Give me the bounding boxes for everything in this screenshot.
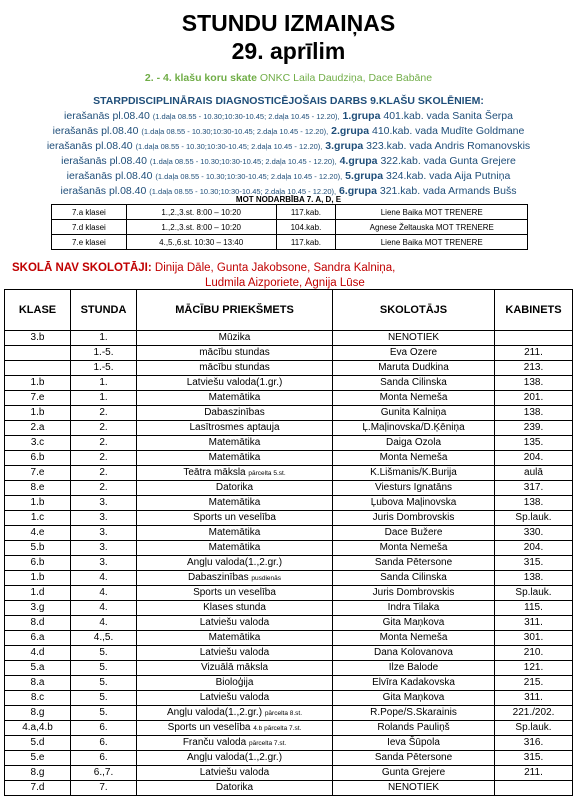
diagnostic-group: 4.grupa — [339, 155, 378, 167]
cell-kabinets — [495, 781, 573, 796]
cell-stunda: 3. — [71, 556, 137, 571]
table-row — [5, 616, 573, 631]
cell-klase: 8.d — [5, 616, 71, 631]
cell-stunda: 5. — [71, 691, 137, 706]
table-row — [5, 541, 573, 556]
diagnostic-group: 2.grupa — [331, 125, 370, 137]
cell-stunda: 5. — [71, 661, 137, 676]
table-row — [5, 526, 573, 541]
diagnostic-room: 323.kab. vada Andris Romanovskis — [366, 140, 531, 152]
table-row — [5, 391, 573, 406]
cell-stunda: 2. — [71, 481, 137, 496]
cell-prieksmets — [137, 436, 333, 451]
subject-text: Mūzika — [218, 332, 251, 343]
cell-stunda: 6.,7. — [71, 766, 137, 781]
table-row — [5, 676, 573, 691]
cell-prieksmets — [137, 541, 333, 556]
subject-text: Sports un veselība — [193, 512, 276, 523]
table-row — [5, 436, 573, 451]
cell-kabinets: aulā — [495, 466, 573, 481]
cell-stunda: 4. — [71, 586, 137, 601]
cell-skolotajs: Sanda Pētersone — [333, 751, 495, 766]
cell-prieksmets — [137, 781, 333, 796]
table-row — [5, 376, 573, 391]
cell-kabinets — [495, 331, 573, 346]
table-row — [5, 406, 573, 421]
subject-text: Vizuālā māksla — [200, 662, 269, 673]
cell-skolotajs: Eva Ozere — [333, 346, 495, 361]
cell-kabinets: 317. — [495, 481, 573, 496]
cell-klase: 8.c — [5, 691, 71, 706]
cell-skolotajs: Indra Tilaka — [333, 601, 495, 616]
cell-stunda: 4. — [71, 571, 137, 586]
cell-skolotajs: NENOTIEK — [333, 781, 495, 796]
cell-skolotajs: Monta Nemeša — [333, 631, 495, 646]
subject-text: Sports un veselība — [193, 587, 276, 598]
cell-kabinets: 213. — [495, 361, 573, 376]
cell-skolotajs: Viesturs Ignatāns — [333, 481, 495, 496]
cell-kabinets: 330. — [495, 526, 573, 541]
subject-text: Matemātika — [208, 392, 261, 403]
col-header-stunda: STUNDA — [71, 290, 137, 331]
table-row — [5, 451, 573, 466]
cell-stunda: 1. — [71, 391, 137, 406]
diagnostic-title: STARPDISCIPLINĀRAIS DIAGNOSTICĒJOŠAIS DARBS 9.KLAŠU SKOLĒNIEM: — [93, 95, 484, 107]
cell-prieksmets — [137, 466, 333, 481]
mot-table — [51, 204, 528, 250]
cell-stunda: 2. — [71, 451, 137, 466]
page-title: STUNDU IZMAIŅAS — [181, 10, 396, 36]
cell-prieksmets — [137, 631, 333, 646]
cell-prieksmets — [137, 361, 333, 376]
diagnostic-row — [0, 139, 577, 154]
cell-stunda: 1.-5. — [71, 361, 137, 376]
table-row — [5, 751, 573, 766]
cell-stunda: 5. — [71, 676, 137, 691]
table-row — [5, 601, 573, 616]
cell-skolotajs: Ļ.Maļinovska/D.Ķēniņa — [333, 421, 495, 436]
diagnostic-arrival: ierašanās pl.08.40 — [60, 185, 147, 197]
table-row — [5, 766, 573, 781]
cell-skolotajs: Sanda Cilinska — [333, 571, 495, 586]
cell-stunda: 3. — [71, 496, 137, 511]
koru-notice — [0, 72, 577, 84]
table-row — [5, 646, 573, 661]
cell-kabinets: 315. — [495, 751, 573, 766]
table-row — [5, 466, 573, 481]
cell-prieksmets — [137, 391, 333, 406]
cell-stunda: 6. — [71, 751, 137, 766]
subject-text: Bioloģija — [215, 677, 254, 688]
cell-stunda: 2. — [71, 421, 137, 436]
cell-stunda: 4.,5. — [71, 631, 137, 646]
table-row — [5, 346, 573, 361]
subject-text: Latviešu valoda — [199, 617, 270, 628]
cell-stunda: 1.-5. — [71, 346, 137, 361]
cell-klase: 5.e — [5, 751, 71, 766]
cell-stunda: 2. — [71, 406, 137, 421]
cell-klase: 1.b — [5, 571, 71, 586]
cell-prieksmets — [137, 766, 333, 781]
diagnostic-arrival: ierašanās pl.08.40 — [66, 170, 153, 182]
cell-prieksmets — [137, 601, 333, 616]
subject-text: Matemātika — [208, 437, 261, 448]
subject-text: Klases stunda — [203, 602, 266, 613]
cell-kabinets: 301. — [495, 631, 573, 646]
diagnostic-row — [0, 154, 577, 169]
cell-skolotajs: Gita Maņkova — [333, 691, 495, 706]
mot-trainer: Agnese Želtauska MOT TRENERE — [336, 220, 528, 235]
cell-kabinets: 138. — [495, 406, 573, 421]
cell-skolotajs: Dace Bužere — [333, 526, 495, 541]
cell-stunda: 7. — [71, 781, 137, 796]
cell-klase: 1.c — [5, 511, 71, 526]
cell-prieksmets — [137, 691, 333, 706]
cell-klase: 7.e — [5, 391, 71, 406]
table-row — [5, 736, 573, 751]
table-header-row — [5, 290, 573, 331]
cell-kabinets: 204. — [495, 541, 573, 556]
mot-trainer: Liene Baika MOT TRENERE — [336, 205, 528, 220]
subject-note: pārcelta 8.st. — [264, 709, 303, 717]
table-row — [5, 496, 573, 511]
diagnostic-room: 322.kab. vada Gunta Grejere — [380, 155, 516, 167]
diagnostic-room: 410.kab. vada Mudīte Goldmane — [371, 125, 525, 137]
subject-text: Teātra māksla — [183, 466, 246, 478]
cell-skolotajs: Monta Nemeša — [333, 391, 495, 406]
table-row — [5, 511, 573, 526]
cell-skolotajs: Gunta Grejere — [333, 766, 495, 781]
cell-klase: 3.c — [5, 436, 71, 451]
cell-kabinets: 210. — [495, 646, 573, 661]
cell-stunda: 4. — [71, 601, 137, 616]
cell-klase: 3.b — [5, 331, 71, 346]
mot-row — [52, 235, 528, 250]
cell-skolotajs: Juris Dombrovskis — [333, 586, 495, 601]
cell-stunda: 4. — [71, 616, 137, 631]
subject-text: Angļu valoda(1.,2.gr.) — [186, 752, 283, 763]
mot-room: 117.kab. — [276, 235, 336, 250]
cell-klase: 6.b — [5, 556, 71, 571]
mot-trainer: Liene Baika MOT TRENERE — [336, 235, 528, 250]
mot-room: 117.kab. — [276, 205, 336, 220]
table-row — [5, 721, 573, 736]
cell-prieksmets — [137, 331, 333, 346]
cell-stunda: 2. — [71, 466, 137, 481]
cell-klase: 7.d — [5, 781, 71, 796]
cell-skolotajs: Maruta Dudkina — [333, 361, 495, 376]
cell-kabinets: 115. — [495, 601, 573, 616]
table-row — [5, 421, 573, 436]
cell-prieksmets — [137, 556, 333, 571]
subject-text: Matemātika — [208, 632, 261, 643]
diagnostic-times: (1.daļa 08.55 - 10.30;10:30-10.45; 2.daļa 10.45 - 12.20), — [149, 187, 337, 196]
diagnostic-times: (1.daļa 08.55 - 10.30;10:30-10.45; 2.daļa 10.45 - 12.20), — [149, 157, 337, 166]
mot-class: 7.d klasei — [52, 220, 127, 235]
table-row — [5, 706, 573, 721]
mot-class: 7.a klasei — [52, 205, 127, 220]
diagnostic-arrival: ierašanās pl.08.40 — [61, 155, 147, 167]
table-row — [5, 781, 573, 796]
cell-kabinets: Sp.lauk. — [495, 511, 573, 526]
cell-prieksmets — [137, 676, 333, 691]
cell-prieksmets — [137, 571, 333, 586]
cell-skolotajs: Daiga Ozola — [333, 436, 495, 451]
cell-prieksmets — [137, 706, 333, 721]
diagnostic-row — [0, 124, 577, 139]
cell-klase: 1.b — [5, 376, 71, 391]
cell-klase: 6.a — [5, 631, 71, 646]
subject-text: mācību stundas — [199, 362, 270, 373]
cell-skolotajs: Sanda Cilinska — [333, 376, 495, 391]
cell-prieksmets — [137, 736, 333, 751]
mot-time: 4.,5.,6.st. 10:30 – 13:40 — [126, 235, 276, 250]
cell-klase: 3.g — [5, 601, 71, 616]
subject-text: mācību stundas — [199, 347, 270, 358]
cell-prieksmets — [137, 751, 333, 766]
subject-text: Dabaszinības — [204, 407, 265, 418]
cell-stunda: 1. — [71, 376, 137, 391]
col-header-skolotajs: SKOLOTĀJS — [333, 290, 495, 331]
col-header-klase: KLASE — [5, 290, 71, 331]
table-row — [5, 691, 573, 706]
cell-kabinets: 211. — [495, 766, 573, 781]
absent-line-1: Dinija Dāle, Gunta Jakobsone, Sandra Kalniņa, — [154, 262, 396, 274]
cell-stunda: 3. — [71, 511, 137, 526]
koru-teachers: ONKC Laila Daudziņa, Dace Babāne — [259, 72, 433, 84]
cell-kabinets: 311. — [495, 616, 573, 631]
absent-teachers — [12, 261, 395, 291]
cell-kabinets: 138. — [495, 376, 573, 391]
cell-klase: 8.a — [5, 676, 71, 691]
col-header-prieksmets: MĀCĪBU PRIEKŠMETS — [137, 290, 333, 331]
table-row — [5, 556, 573, 571]
mot-time: 1.,2.,3.st. 8:00 – 10:20 — [126, 205, 276, 220]
cell-skolotajs: NENOTIEK — [333, 331, 495, 346]
subject-text: Matemātika — [208, 527, 261, 538]
diagnostic-times: (1.daļa 08.55 - 10.30;10:30-10.45; 2.daļa 10.45 - 12.20), — [141, 127, 329, 136]
cell-kabinets: 311. — [495, 691, 573, 706]
cell-prieksmets — [137, 661, 333, 676]
subject-text: Latviešu valoda — [199, 692, 270, 703]
cell-skolotajs: Rolands Pauliņš — [333, 721, 495, 736]
subject-text: Angļu valoda(1.,2.gr.) — [166, 706, 263, 718]
cell-kabinets: Sp.lauk. — [495, 721, 573, 736]
col-header-kabinets: KABINETS — [495, 290, 573, 331]
cell-prieksmets — [137, 451, 333, 466]
cell-stunda: 1. — [71, 331, 137, 346]
cell-prieksmets — [137, 616, 333, 631]
cell-prieksmets — [137, 586, 333, 601]
diagnostic-group: 5.grupa — [345, 170, 384, 182]
subject-text: Latviešu valoda — [199, 767, 270, 778]
diagnostic-group: 3.grupa — [325, 140, 364, 152]
subject-note: pārcelta 5.st. — [248, 469, 286, 477]
cell-skolotajs: Gunita Kalniņa — [333, 406, 495, 421]
subject-note: pārcelta 7.st. — [248, 739, 287, 747]
cell-kabinets: 239. — [495, 421, 573, 436]
cell-klase: 5.d — [5, 736, 71, 751]
cell-klase: 4.d — [5, 646, 71, 661]
cell-klase: 4.e — [5, 526, 71, 541]
cell-kabinets: Sp.lauk. — [495, 586, 573, 601]
subject-text: Datorika — [215, 482, 254, 493]
diagnostic-group: 1.grupa — [342, 110, 381, 122]
subject-text: Datorika — [215, 782, 254, 793]
cell-klase — [5, 346, 71, 361]
cell-kabinets: 138. — [495, 571, 573, 586]
cell-kabinets: 221./202. — [495, 706, 573, 721]
cell-stunda: 2. — [71, 436, 137, 451]
table-row — [5, 331, 573, 346]
cell-stunda: 5. — [71, 706, 137, 721]
mot-title: MOT NODARBĪBA 7. A, D, E — [235, 195, 342, 204]
subject-text: Sports un veselība — [167, 721, 251, 733]
cell-kabinets: 315. — [495, 556, 573, 571]
cell-prieksmets — [137, 721, 333, 736]
cell-prieksmets — [137, 376, 333, 391]
diagnostic-row — [0, 169, 577, 184]
diagnostic-arrival: ierašanās pl.08.40 — [52, 125, 139, 137]
cell-kabinets: 204. — [495, 451, 573, 466]
cell-klase: 4.a,4.b — [5, 721, 71, 736]
mot-time: 1.,2.,3.st. 8:00 – 10:20 — [126, 220, 276, 235]
diagnostic-arrival: ierašanās pl.08.40 — [46, 140, 133, 152]
table-row — [5, 361, 573, 376]
cell-klase: 1.b — [5, 406, 71, 421]
cell-klase: 1.b — [5, 496, 71, 511]
cell-klase: 5.a — [5, 661, 71, 676]
subject-text: Latviešu valoda(1.gr.) — [186, 377, 283, 388]
cell-skolotajs: Monta Nemeša — [333, 451, 495, 466]
subject-text: Lasītrosmes aptauja — [189, 422, 280, 433]
cell-klase: 8.g — [5, 766, 71, 781]
cell-klase: 8.g — [5, 706, 71, 721]
cell-stunda: 3. — [71, 526, 137, 541]
cell-kabinets: 215. — [495, 676, 573, 691]
diagnostic-row — [0, 109, 577, 124]
subject-text: Franču valoda — [182, 736, 247, 748]
cell-skolotajs: Gita Maņkova — [333, 616, 495, 631]
diagnostic-times: (1.daļa 08.55 - 10.30;10:30-10.45; 2.daļa 10.45 - 12.20), — [155, 172, 343, 181]
mot-room: 104.kab. — [276, 220, 336, 235]
cell-prieksmets — [137, 526, 333, 541]
diagnostic-times: (1.daļa 08.55 - 10.30;10:30-10.45; 2.daļa 10.45 - 12.20), — [152, 112, 340, 121]
subject-note: pusdienās — [251, 574, 281, 582]
cell-klase: 6.b — [5, 451, 71, 466]
subject-text: Matemātika — [208, 497, 261, 508]
cell-kabinets: 138. — [495, 496, 573, 511]
koru-event: 2. - 4. klašu koru skate — [144, 72, 257, 84]
subject-note: 4.b pārcelta 7.st. — [253, 724, 302, 732]
cell-skolotajs: Juris Dombrovskis — [333, 511, 495, 526]
cell-stunda: 5. — [71, 646, 137, 661]
cell-skolotajs: Elvīra Kadakovska — [333, 676, 495, 691]
cell-skolotajs: Dana Kolovanova — [333, 646, 495, 661]
diagnostic-group: 6.grupa — [339, 185, 377, 197]
cell-prieksmets — [137, 481, 333, 496]
cell-skolotajs: Sanda Pētersone — [333, 556, 495, 571]
cell-klase: 7.e — [5, 466, 71, 481]
cell-klase — [5, 361, 71, 376]
cell-skolotajs: Ieva Šūpola — [333, 736, 495, 751]
cell-prieksmets — [137, 406, 333, 421]
absent-label: SKOLĀ NAV SKOLOTĀJI: — [12, 262, 152, 274]
cell-skolotajs: Ļubova Maļinovska — [333, 496, 495, 511]
absent-line-2: Ludmila Aizporiete, Agnija Lūse — [205, 277, 365, 289]
table-row — [5, 631, 573, 646]
cell-stunda: 6. — [71, 736, 137, 751]
cell-klase: 5.b — [5, 541, 71, 556]
cell-klase: 1.d — [5, 586, 71, 601]
cell-stunda: 3. — [71, 541, 137, 556]
subject-text: Dabaszinības — [187, 571, 249, 583]
cell-skolotajs: Ilze Balode — [333, 661, 495, 676]
table-row — [5, 481, 573, 496]
table-row — [5, 661, 573, 676]
mot-row — [52, 205, 528, 220]
cell-kabinets: 316. — [495, 736, 573, 751]
cell-prieksmets — [137, 421, 333, 436]
cell-kabinets: 201. — [495, 391, 573, 406]
cell-kabinets: 211. — [495, 346, 573, 361]
cell-prieksmets — [137, 496, 333, 511]
cell-prieksmets — [137, 511, 333, 526]
subject-text: Latviešu valoda — [199, 647, 270, 658]
cell-skolotajs: Monta Nemeša — [333, 541, 495, 556]
diagnostic-room: 321.kab. vada Armands Bušs — [379, 185, 517, 197]
subject-text: Matemātika — [208, 542, 261, 553]
table-row — [5, 586, 573, 601]
cell-prieksmets — [137, 346, 333, 361]
mot-row — [52, 220, 528, 235]
subject-text: Angļu valoda(1.,2.gr.) — [186, 557, 283, 568]
cell-skolotajs: R.Pope/S.Skarainis — [333, 706, 495, 721]
cell-skolotajs: K.Lišmanis/K.Burija — [333, 466, 495, 481]
diagnostic-room: 324.kab. vada Aija Putniņa — [385, 170, 511, 182]
diagnostic-room: 401.kab. vada Sanita Šerpa — [383, 110, 513, 122]
cell-klase: 2.a — [5, 421, 71, 436]
table-row — [5, 571, 573, 586]
cell-kabinets: 121. — [495, 661, 573, 676]
mot-class: 7.e klasei — [52, 235, 127, 250]
changes-table — [4, 289, 573, 796]
diagnostic-arrival: ierašanās pl.08.40 — [64, 110, 150, 122]
page-date: 29. aprīlim — [231, 38, 346, 64]
diagnostic-times: (1.daļa 08.55 - 10.30;10:30-10.45; 2.daļa 10.45 - 12.20), — [135, 142, 323, 151]
cell-kabinets: 135. — [495, 436, 573, 451]
cell-stunda: 6. — [71, 721, 137, 736]
cell-klase: 8.e — [5, 481, 71, 496]
cell-prieksmets — [137, 646, 333, 661]
subject-text: Matemātika — [208, 452, 261, 463]
